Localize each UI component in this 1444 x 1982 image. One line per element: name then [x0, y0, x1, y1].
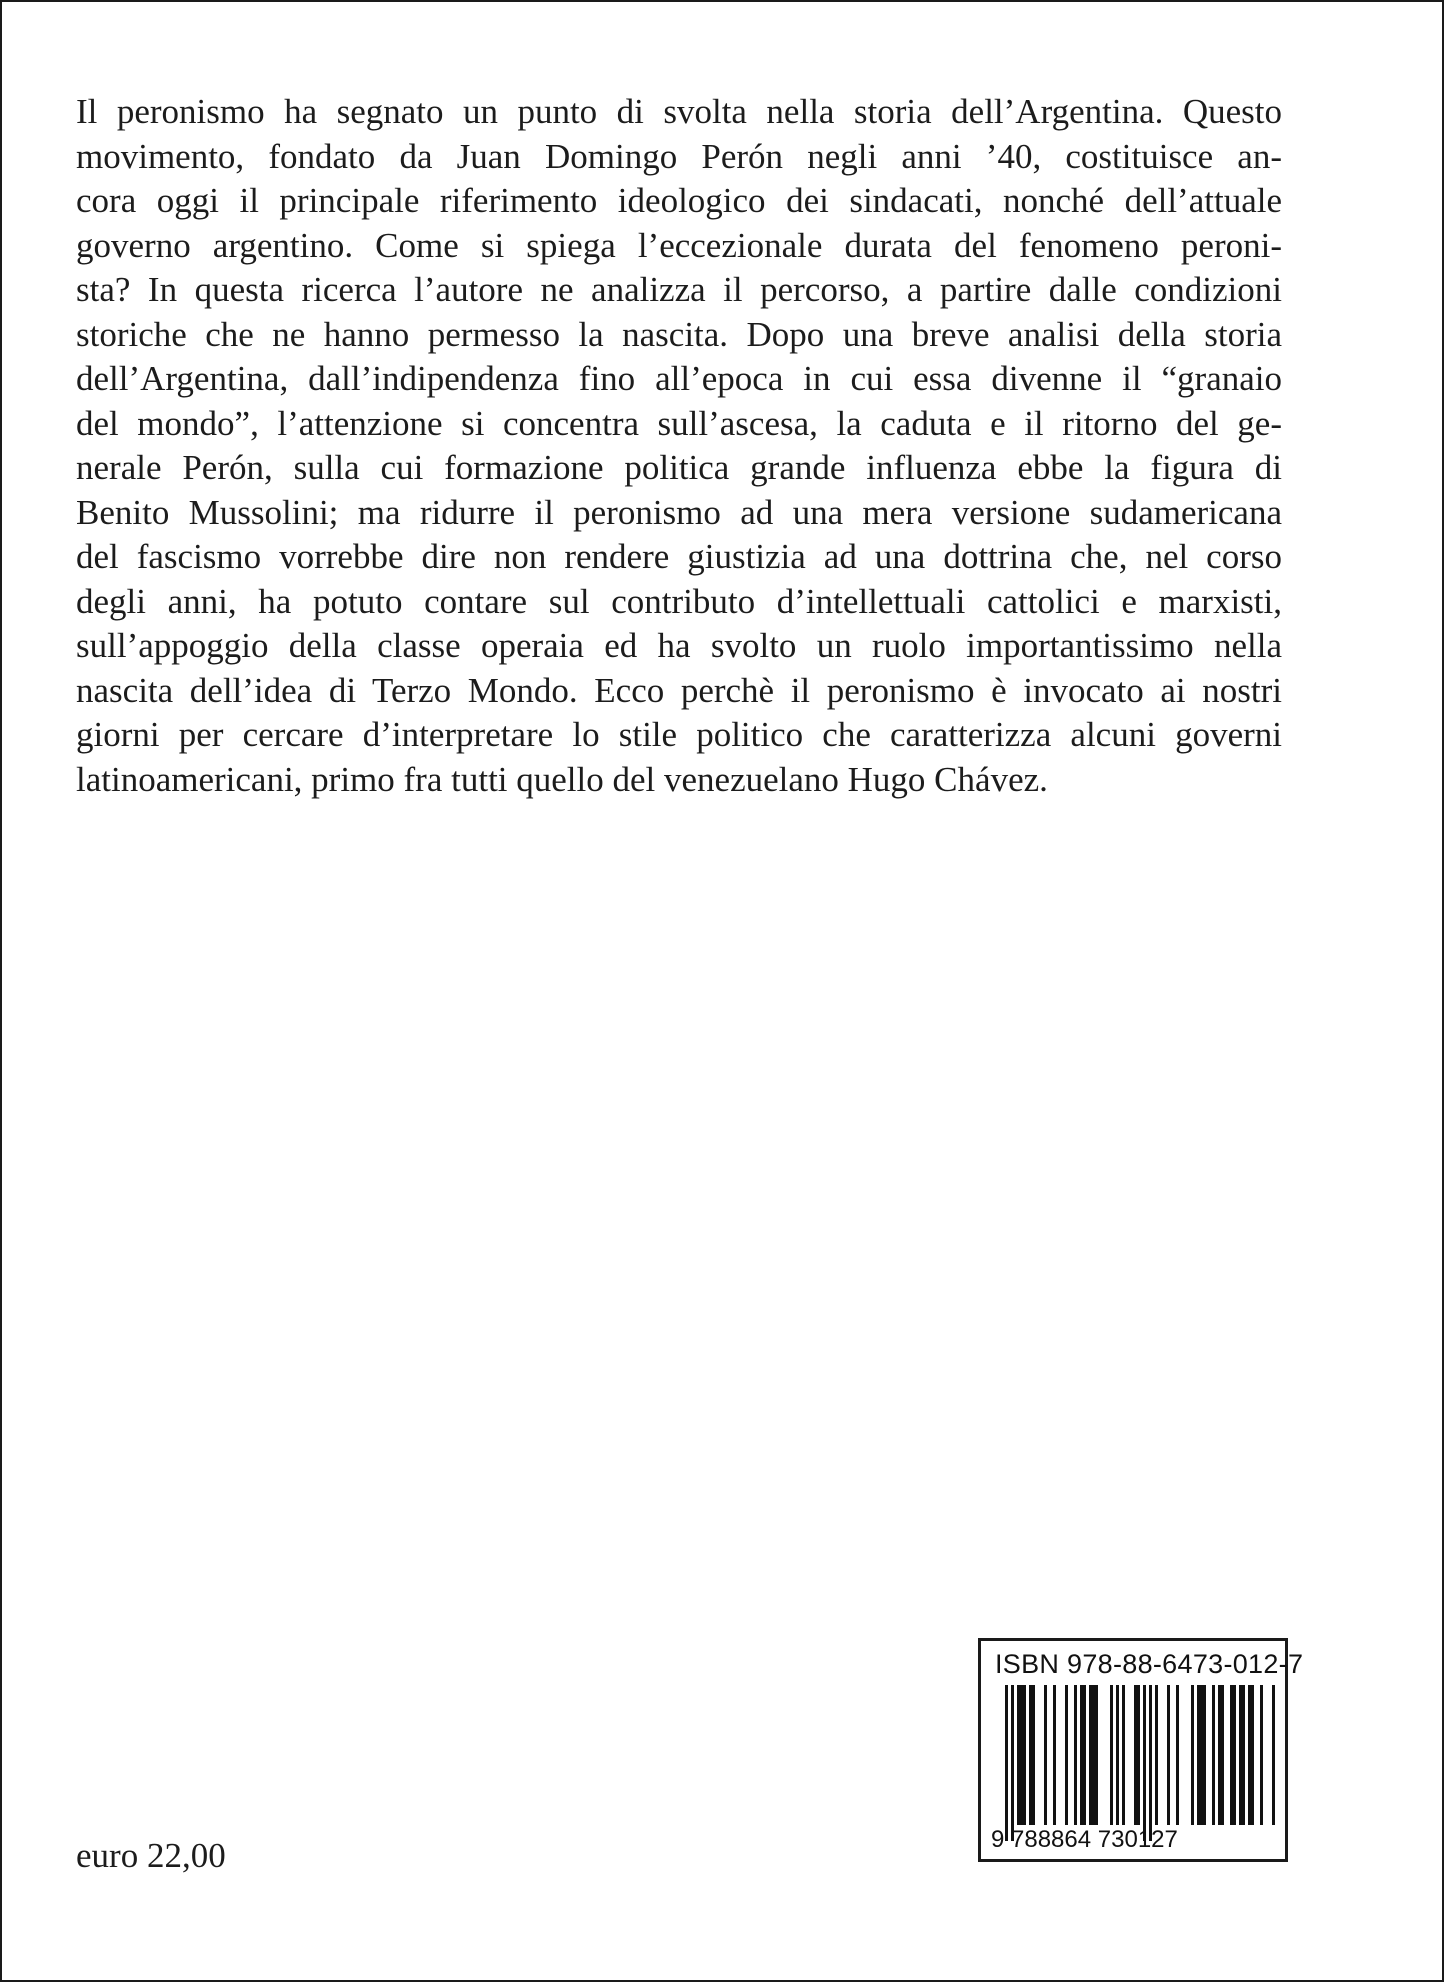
barcode-bar — [1083, 1685, 1086, 1825]
barcode-bar — [1272, 1685, 1275, 1825]
barcode-bar — [1032, 1685, 1035, 1825]
barcode-bar — [1248, 1685, 1251, 1825]
isbn-barcode-box — [978, 1638, 1304, 1862]
barcode-bar — [1122, 1685, 1125, 1825]
blurb-line: giorni per cercare d’interpretare lo stile politico che caratterizza alcuni governi — [76, 715, 1282, 754]
barcode-bar — [1197, 1685, 1200, 1825]
barcode-bar — [1044, 1685, 1047, 1825]
barcode-bar — [1143, 1685, 1146, 1841]
barcode-bar — [1053, 1685, 1056, 1825]
cover-blurb — [76, 90, 1282, 802]
blurb-line: degli anni, ha potuto contare sul contributo d’intellettuali cattolici e marxisti, — [76, 581, 1282, 621]
barcode-bar — [1017, 1685, 1020, 1825]
blurb-line: sull’appoggio della classe operaia ed ha svolto un ruolo importantissimo nella — [76, 626, 1282, 665]
barcode-bar — [1011, 1685, 1014, 1841]
barcode-bar — [1020, 1685, 1023, 1825]
price-label: euro 22,00 — [76, 1836, 226, 1875]
blurb-line: storiche che ne hanno permesso la nascita. Dopo una breve analisi della storia — [76, 314, 1282, 354]
blurb-line: del mondo”, l’attenzione si concentra sull’ascesa, la caduta e il ritorno del ge- — [76, 403, 1282, 443]
blurb-line: Il peronismo ha segnato un punto di svolta nella storia dell’Argentina. Questo — [76, 92, 1282, 131]
barcode-bar — [1092, 1685, 1095, 1825]
barcode-bar — [1212, 1685, 1215, 1825]
barcode-bar — [1023, 1685, 1026, 1825]
barcode-bar — [1221, 1685, 1224, 1825]
isbn-digits: 9 788864 730127 — [991, 1826, 1178, 1853]
barcode-bar — [1155, 1685, 1158, 1825]
isbn-label: ISBN 978-88-6473-012-7 — [995, 1649, 1304, 1679]
blurb-line: del fascismo vorrebbe dire non rendere giustizia ad una dottrina che, nel corso — [76, 537, 1282, 576]
blurb-line: sta? In questa ricerca l’autore ne analizza il percorso, a partire dalle condizioni — [76, 270, 1282, 309]
blurb-line: nascita dell’idea di Terzo Mondo. Ecco perchè il peronismo è invocato ai nostri — [76, 670, 1282, 710]
barcode-bar — [1233, 1685, 1236, 1825]
barcode-bar — [1203, 1685, 1206, 1825]
barcode-bar — [1167, 1685, 1170, 1825]
barcode-bar — [1134, 1685, 1137, 1825]
blurb-line: dell’Argentina, dall’indipendenza fino all’epoca in cui essa divenne il “granaio — [76, 359, 1282, 398]
barcode-bar — [1065, 1685, 1068, 1825]
blurb-line: latinoamericani, primo fra tutti quello del venezuelano Hugo Chávez. — [76, 759, 1048, 799]
barcode-bar — [1116, 1685, 1119, 1825]
barcode-bar — [1191, 1685, 1194, 1825]
barcode-bar — [1242, 1685, 1245, 1825]
blurb-line: Benito Mussolini; ma ridurre il peronismo ad una mera versione sudamericana — [76, 492, 1282, 532]
barcode-bar — [1089, 1685, 1092, 1825]
barcode-bar — [1137, 1685, 1140, 1825]
barcode-bar — [1251, 1685, 1254, 1825]
barcode-bar — [1230, 1685, 1233, 1825]
barcode-bar — [1218, 1685, 1221, 1825]
barcode-bar — [1110, 1685, 1113, 1825]
barcode-bar — [1149, 1685, 1152, 1841]
barcode-bar — [1260, 1685, 1263, 1825]
barcode-bar — [1239, 1685, 1242, 1825]
blurb-line: governo argentino. Come si spiega l’eccezionale durata del fenomeno peroni- — [76, 225, 1282, 265]
barcode-bar — [1029, 1685, 1032, 1825]
barcode-bar — [1095, 1685, 1098, 1825]
barcode-bar — [1080, 1685, 1083, 1825]
barcode-bar — [1200, 1685, 1203, 1825]
barcode-bar — [1074, 1685, 1077, 1825]
blurb-line: cora oggi il principale riferimento ideologico dei sindacati, nonché dell’attuale — [76, 181, 1282, 220]
blurb-line: nerale Perón, sulla cui formazione politica grande influenza ebbe la figura di — [76, 448, 1282, 487]
barcode-bar — [1005, 1685, 1008, 1841]
blurb-line: movimento, fondato da Juan Domingo Perón negli anni ’40, costituisce an- — [76, 136, 1282, 176]
barcode-bar — [1176, 1685, 1179, 1825]
